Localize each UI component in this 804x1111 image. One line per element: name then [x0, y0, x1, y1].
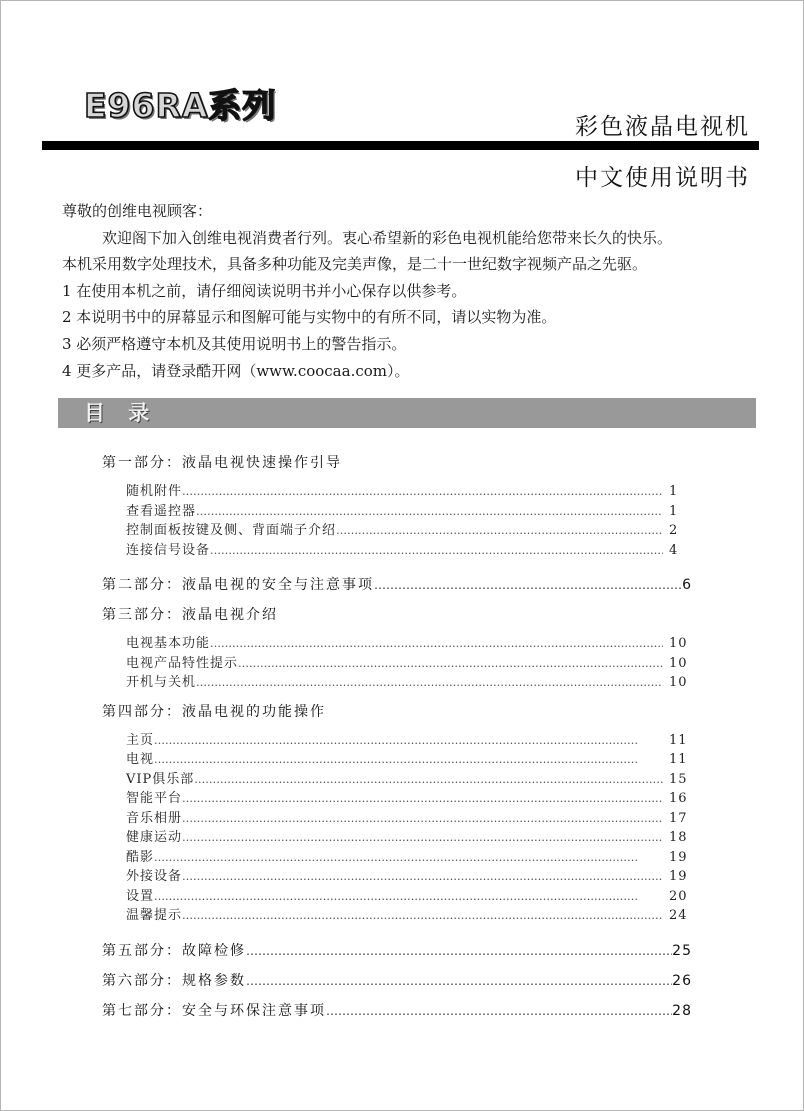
toc-item-title: 电视 — [126, 752, 155, 767]
note-2: 2 本说明书中的屏幕显示和图解可能与实物中的有所不同，请以实物为准。 — [62, 308, 557, 327]
toc-item[interactable] — [126, 867, 689, 887]
toc-item-page: 11 — [669, 732, 688, 748]
intro-section — [62, 198, 782, 384]
toc-leader-dots — [238, 654, 663, 674]
toc-leader-dots — [196, 502, 663, 522]
toc-item-page: 10 — [669, 655, 688, 671]
series-title: E96RA系列 — [84, 86, 277, 125]
toc-item-title: 连接信号设备 — [126, 542, 211, 558]
toc-item-page: 19 — [669, 849, 688, 865]
toc-item-title: 控制面板按键及侧、背面端子介绍 — [126, 523, 337, 538]
toc-item[interactable] — [126, 770, 689, 790]
toc-leader-dots — [374, 574, 682, 596]
toc-item-title: 温馨提示 — [126, 908, 183, 923]
toc-item[interactable] — [126, 887, 689, 907]
toc-leader-dots — [326, 1000, 672, 1022]
toc-item-page: 1 — [669, 484, 679, 499]
toc-item[interactable] — [126, 482, 689, 502]
toc-item[interactable] — [126, 502, 689, 522]
product-subtitle: 彩色液晶电视机 — [575, 114, 750, 140]
toc-item[interactable] — [126, 541, 689, 561]
toc-item-page: 24 — [669, 908, 688, 923]
toc-leader-dots — [246, 970, 672, 992]
toc-item-title: 主页 — [126, 732, 155, 748]
toc-part-title: 第三部分：液晶电视介绍 — [102, 607, 278, 623]
toc-item-title: 设置 — [126, 888, 155, 904]
toc-item[interactable] — [126, 673, 689, 693]
toc-part-1[interactable] — [102, 452, 692, 474]
note-1: 1 在使用本机之前，请仔细阅读说明书并小心保存以供参考。 — [62, 281, 467, 300]
table-of-contents — [102, 452, 692, 1022]
toc-item[interactable] — [126, 654, 689, 674]
toc-leader-dots — [182, 482, 663, 502]
toc-item-page: 16 — [669, 791, 688, 806]
toc-item-title: 外接设备 — [126, 869, 183, 884]
intro-paragraph-1: 欢迎阁下加入创维电视消费者行列。衷心希望新的彩色电视机能给您带来长久的快乐。 — [102, 228, 673, 247]
toc-part-title: 第六部分：规格参数 — [102, 972, 246, 989]
note-4: 4 更多产品，请登录酷开网（www.coocaa.com）。 — [62, 361, 410, 380]
toc-item-title: 酷影 — [126, 849, 155, 865]
manual-subtitle: 中文使用说明书 — [575, 165, 750, 191]
toc-item-title: 智能平台 — [126, 791, 183, 806]
toc-leader-dots — [336, 521, 663, 541]
toc-leader-dots — [246, 940, 672, 962]
toc-part-page: 6 — [682, 577, 692, 593]
toc-part-4[interactable] — [102, 701, 692, 723]
toc-part-title: 第四部分：液晶电视的功能操作 — [102, 703, 326, 720]
toc-part-page: 25 — [672, 942, 692, 959]
toc-item-title: VIP俱乐部 — [126, 771, 195, 787]
toc-item[interactable] — [126, 789, 689, 809]
header-rule — [42, 141, 759, 150]
toc-heading-bar — [58, 398, 756, 428]
toc-item-page: 4 — [669, 542, 679, 558]
toc-part-2[interactable] — [102, 574, 692, 596]
toc-item-page: 2 — [669, 523, 679, 538]
toc-leader-dots — [210, 541, 663, 561]
toc-part-title: 第五部分：故障检修 — [102, 942, 246, 959]
toc-item-title: 查看遥控器 — [126, 503, 197, 519]
toc-part-6[interactable] — [102, 970, 692, 992]
toc-leader-dots — [210, 634, 663, 654]
toc-item[interactable] — [126, 906, 689, 926]
toc-part-page: 28 — [672, 1002, 692, 1019]
toc-part-page: 26 — [672, 972, 692, 989]
toc-part-title: 第七部分：安全与环保注意事项 — [102, 1002, 326, 1019]
toc-leader-dots — [154, 848, 663, 868]
toc-leader-dots — [154, 750, 663, 770]
toc-part-7[interactable] — [102, 1000, 692, 1022]
toc-item-page: 10 — [669, 675, 688, 690]
toc-leader-dots — [182, 906, 663, 926]
toc-item[interactable] — [126, 848, 689, 868]
toc-leader-dots — [154, 731, 663, 751]
toc-part-title: 第一部分：液晶电视快速操作引导 — [102, 455, 342, 471]
toc-item-page: 17 — [669, 810, 688, 826]
toc-leader-dots — [182, 809, 663, 829]
toc-leader-dots — [182, 789, 663, 809]
toc-item-title: 随机附件 — [126, 484, 183, 499]
toc-item-title: 健康运动 — [126, 830, 183, 845]
toc-part-5[interactable] — [102, 940, 692, 962]
toc-leader-dots — [194, 770, 663, 790]
toc-part-title: 第二部分：液晶电视的安全与注意事项 — [102, 577, 374, 593]
toc-item[interactable] — [126, 634, 689, 654]
toc-item-page: 20 — [669, 888, 688, 904]
toc-item-page: 10 — [669, 636, 688, 651]
toc-leader-dots — [154, 887, 663, 907]
toc-item-page: 19 — [669, 869, 688, 884]
toc-item-title: 开机与关机 — [126, 675, 197, 690]
toc-item-page: 11 — [669, 752, 688, 767]
toc-leader-dots — [182, 828, 663, 848]
note-3: 3 必须严格遵守本机及其使用说明书上的警告指示。 — [62, 334, 407, 353]
toc-item[interactable] — [126, 521, 689, 541]
toc-item-page: 18 — [669, 830, 688, 845]
toc-item[interactable] — [126, 731, 689, 751]
toc-leader-dots — [196, 673, 663, 693]
intro-paragraph-2: 本机采用数字处理技术，具备多种功能及完美声像，是二十一世纪数字视频产品之先驱。 — [62, 255, 648, 274]
toc-part-3[interactable] — [102, 604, 692, 626]
toc-item[interactable] — [126, 750, 689, 770]
toc-item-page: 1 — [669, 503, 679, 519]
toc-item-title: 电视产品特性提示 — [126, 655, 239, 671]
toc-item-title: 电视基本功能 — [126, 636, 211, 651]
toc-item-page: 15 — [669, 771, 688, 787]
greeting: 尊敬的创维电视顾客： — [62, 202, 213, 220]
toc-item[interactable] — [126, 828, 689, 848]
toc-item[interactable] — [126, 809, 689, 829]
toc-item-title: 音乐相册 — [126, 810, 183, 826]
toc-heading: 目 录 — [84, 401, 158, 425]
toc-leader-dots — [182, 867, 663, 887]
